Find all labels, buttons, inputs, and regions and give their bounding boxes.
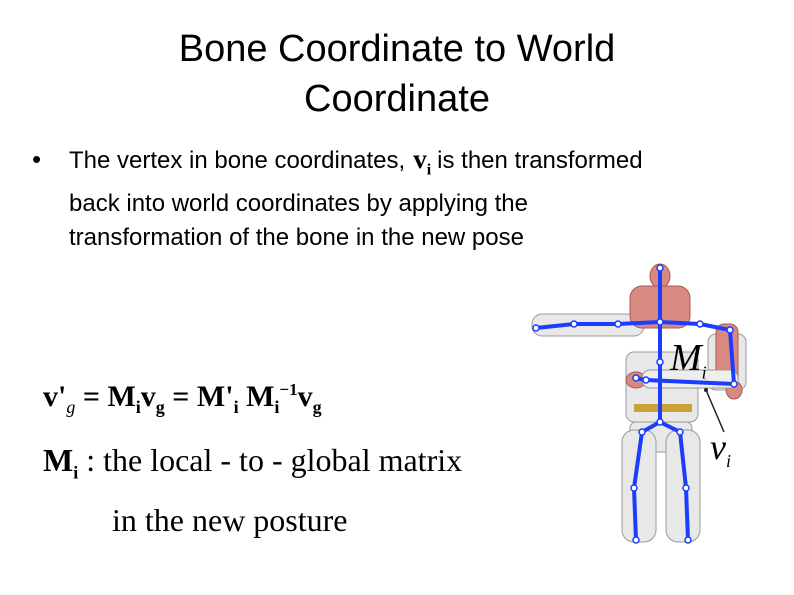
- formula-m: $M_i$: [107, 380, 141, 417]
- bullet-text: [69, 142, 669, 255]
- inline-vertex-symbol: $v_i$: [413, 144, 432, 179]
- formula-v-2: $v_g$: [297, 380, 322, 417]
- formula-lhs: v': [43, 380, 67, 413]
- figure-label-m: $M_i$: [670, 337, 707, 383]
- bullet-marker: •: [32, 144, 42, 174]
- definition-line-1: [43, 440, 462, 492]
- bullet-text-part-1: The vertex in bone coordinates,: [69, 147, 406, 174]
- title-line-2: Coordinate: [304, 78, 490, 120]
- definition-line-2: in the new posture: [112, 502, 348, 538]
- character-belt: [634, 404, 692, 412]
- vertex-dot: [704, 388, 708, 392]
- definition-text-1: : the local - to - global matrix: [86, 442, 463, 478]
- slide-title: [80, 24, 714, 124]
- figure-label-v: $v_i$: [710, 427, 731, 472]
- transformation-formula: $v'_g = M_iv_g = M'_i$ $M_i^{-1}v_g$: [43, 380, 322, 417]
- bullet-text-part-2: is then transformed back into world coordinates by applying the transformation of the bone in the new pose: [69, 147, 643, 252]
- formula-v: $v_g$: [140, 380, 165, 417]
- definition-symbol: $M_i$: [43, 442, 79, 483]
- formula-eq-1: =: [82, 380, 100, 413]
- formula-m-prime: $M'_i$: [196, 380, 239, 417]
- title-line-1: Bone Coordinate to World: [178, 28, 616, 70]
- formula-m-inverse: $M_i^{-1}$: [246, 380, 298, 417]
- formula-eq-2: =: [172, 380, 190, 413]
- character-skeleton-figure: [530, 262, 752, 548]
